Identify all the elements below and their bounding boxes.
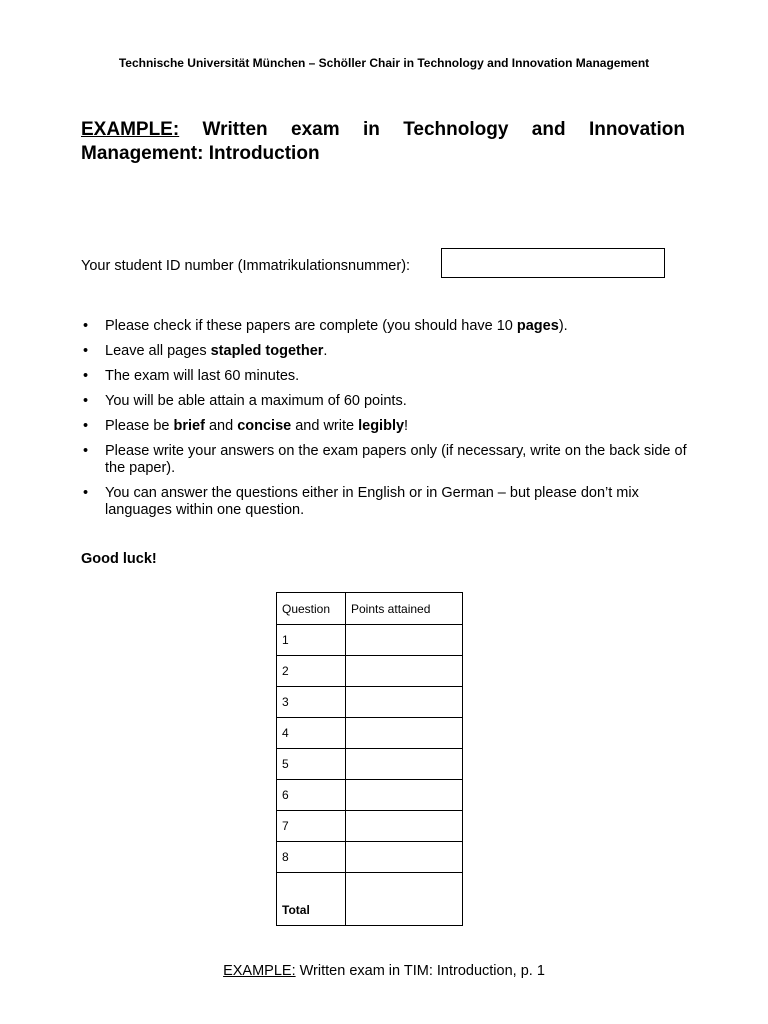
exam-title bbox=[81, 118, 685, 166]
instruction-item bbox=[81, 393, 687, 410]
instruction-text: . bbox=[323, 343, 328, 359]
title-word: Innovation bbox=[588, 119, 685, 140]
table-row bbox=[277, 656, 463, 687]
instruction-item bbox=[81, 418, 687, 435]
instruction-text: Please be bbox=[105, 418, 174, 434]
table-header-row bbox=[277, 593, 463, 625]
instruction-text: You can answer the questions either in English or in German – but please don’t mix languages within one question. bbox=[105, 485, 639, 518]
instruction-text: and write bbox=[291, 418, 359, 434]
instruction-text: Leave all pages bbox=[105, 343, 211, 359]
instruction-text: The exam will last 60 minutes. bbox=[105, 368, 300, 384]
bullet-icon: • bbox=[83, 368, 89, 384]
table-row bbox=[277, 749, 463, 780]
table-row bbox=[277, 625, 463, 656]
title-word: exam bbox=[291, 119, 340, 140]
points-cell[interactable] bbox=[346, 656, 463, 687]
instruction-emphasis: brief bbox=[173, 418, 205, 434]
instruction-emphasis: concise bbox=[237, 418, 292, 434]
points-cell[interactable] bbox=[346, 718, 463, 749]
total-label: Total bbox=[277, 873, 346, 926]
title-prefix: EXAMPLE: bbox=[81, 119, 180, 140]
title-word: in bbox=[362, 119, 380, 140]
footer-text: Written exam in TIM: Introduction, p. 1 bbox=[295, 963, 545, 979]
instruction-emphasis: legibly bbox=[358, 418, 405, 434]
title-word: Technology bbox=[403, 119, 509, 140]
table-row bbox=[277, 780, 463, 811]
question-number: 2 bbox=[277, 656, 346, 687]
instruction-emphasis: stapled together bbox=[210, 343, 324, 359]
student-id-field[interactable] bbox=[441, 248, 665, 278]
points-cell[interactable] bbox=[346, 625, 463, 656]
institution-header: Technische Universität München – Schöller Chair in Technology and Innovation Management bbox=[118, 56, 650, 70]
instruction-emphasis: pages bbox=[516, 318, 559, 334]
points-cell[interactable] bbox=[346, 687, 463, 718]
points-cell[interactable] bbox=[346, 811, 463, 842]
title-word: Written bbox=[202, 119, 268, 140]
page-footer bbox=[0, 963, 768, 979]
title-line-1 bbox=[81, 118, 685, 142]
instruction-text: and bbox=[204, 418, 238, 434]
instruction-item bbox=[81, 343, 687, 360]
question-number: 6 bbox=[277, 780, 346, 811]
question-number: 5 bbox=[277, 749, 346, 780]
header-points-attained: Points attained bbox=[346, 593, 463, 625]
points-table bbox=[276, 592, 463, 926]
instruction-item bbox=[81, 443, 687, 477]
instructions-list bbox=[81, 318, 687, 527]
instruction-text: Please write your answers on the exam papers only (if necessary, write on the back side of the paper). bbox=[105, 443, 687, 476]
title-word: and bbox=[531, 119, 566, 140]
table-row bbox=[277, 811, 463, 842]
instruction-text: ! bbox=[404, 418, 409, 434]
total-row bbox=[277, 873, 463, 926]
bullet-icon: • bbox=[83, 318, 89, 334]
bullet-icon: • bbox=[83, 418, 89, 434]
points-cell[interactable] bbox=[346, 780, 463, 811]
bullet-icon: • bbox=[83, 343, 89, 359]
instruction-text: Please check if these papers are complete (you should have 10 bbox=[105, 318, 517, 334]
table-row bbox=[277, 718, 463, 749]
instruction-text: ). bbox=[558, 318, 568, 334]
question-number: 1 bbox=[277, 625, 346, 656]
bullet-icon: • bbox=[83, 485, 89, 501]
instruction-item bbox=[81, 318, 687, 335]
table-row bbox=[277, 687, 463, 718]
footer-prefix: EXAMPLE: bbox=[223, 963, 296, 979]
points-cell[interactable] bbox=[346, 749, 463, 780]
header-question: Question bbox=[277, 593, 346, 625]
bullet-icon: • bbox=[83, 443, 89, 459]
question-number: 8 bbox=[277, 842, 346, 873]
student-id-label: Your student ID number (Immatrikulationsnummer): bbox=[81, 258, 411, 274]
table-row bbox=[277, 842, 463, 873]
points-cell[interactable] bbox=[346, 842, 463, 873]
total-points-cell[interactable] bbox=[346, 873, 463, 926]
title-line-2: Management: Introduction bbox=[81, 143, 320, 164]
instruction-item bbox=[81, 368, 687, 385]
question-number: 7 bbox=[277, 811, 346, 842]
question-number: 4 bbox=[277, 718, 346, 749]
good-luck-text: Good luck! bbox=[81, 551, 157, 567]
bullet-icon: • bbox=[83, 393, 89, 409]
instruction-text: You will be able attain a maximum of 60 points. bbox=[105, 393, 407, 409]
question-number: 3 bbox=[277, 687, 346, 718]
instruction-item bbox=[81, 485, 687, 519]
